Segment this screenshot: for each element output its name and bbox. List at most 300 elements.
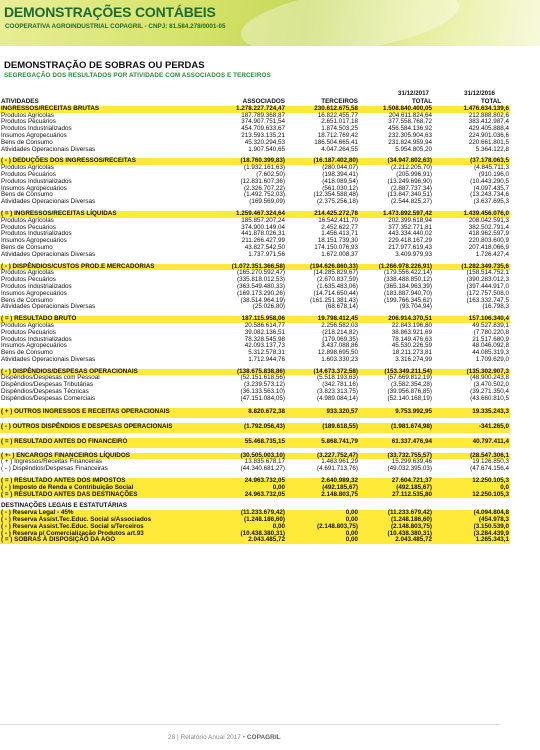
table-row	[0, 423, 510, 433]
total-2017-value: 61.337.476,94	[359, 438, 433, 448]
total-2016-value: 207.418.066,9	[468, 243, 509, 251]
total-2016-value: (13.243.734,6	[470, 191, 509, 199]
terceiros-value: 12.898.695,50	[317, 349, 358, 357]
row-label: Bens de Consumo	[1, 296, 53, 304]
total-2017-value: 202.399.618,94	[388, 216, 432, 224]
row-label: ( - ) Dispêndios/Despesas Financeiras	[1, 465, 108, 473]
associados-value: 1.259.467.324,64	[194, 211, 286, 218]
total-2017-value: (183.887.940,70)	[384, 289, 432, 297]
terceiros-value: 18.151.739,30	[317, 237, 358, 245]
total-2017-value: 231.824.959,94	[388, 138, 432, 146]
total-2017-value: (199.766.345,62)	[384, 296, 432, 304]
total-2017-value: (338.488.850,12)	[384, 276, 432, 284]
associados-value: 2.043.485,72	[194, 537, 286, 544]
row-label: ( - ) Reserva p/ Comercialização Produtos art.93	[0, 531, 194, 538]
terceiros-value: (198.394,41)	[322, 170, 358, 178]
terceiros-value: 19.798.412,45	[286, 316, 359, 323]
row-label: ( = ) RESULTADO ANTES DAS DESTINAÇÕES	[0, 492, 194, 499]
total-2016-value: (4.845.711,3	[474, 164, 509, 172]
row-label: Produtos Pecuários	[1, 328, 56, 336]
associados-value: 78.328.545,98	[244, 335, 285, 343]
row-label: ( - ) Imposto de Renda e Contribuição Social	[0, 485, 194, 492]
total-2017-value: (10.438.380,31)	[359, 531, 433, 538]
row-label: Produtos Industrializados	[1, 282, 72, 290]
table-row	[0, 357, 510, 364]
associados-value: 45.320.294,53	[244, 138, 285, 146]
associados-value: (1.248.186,60)	[194, 517, 286, 524]
footer-separator: |	[177, 734, 179, 741]
total-2016-value: (454.978,3	[433, 517, 510, 524]
total-2017-value: (365.184.963,39)	[384, 282, 432, 290]
row-label: Dispêndios/Despesas Comerciais	[1, 394, 96, 402]
row-label: Produtos Industrializados	[1, 230, 72, 238]
terceiros-value: 0,00	[286, 531, 359, 538]
total-2016-value: 220.661.801,5	[468, 138, 509, 146]
total-2016-value: 157.106.340,4	[433, 316, 510, 323]
associados-value: (3.239.573,12)	[244, 381, 285, 389]
row-label: ( - ) DISPÊNDIOS/DESPESAS OPERACIONAIS	[0, 369, 194, 376]
results-table-body	[0, 99, 510, 544]
associados-value: 0,00	[194, 485, 286, 492]
table-row	[0, 492, 510, 499]
total-2016-value: 12.250.105,3	[433, 492, 510, 499]
total-2016-value: (4.094.804,8	[433, 510, 510, 517]
brand-name: COPAGRIL	[246, 734, 281, 741]
total-2016-value: (158.514.752,1	[466, 269, 509, 277]
terceiros-value: 1.463.961,29	[321, 458, 358, 466]
total-2016-value: 429.405.888,4	[468, 125, 509, 133]
total-2017-value: 206.914.370,51	[359, 316, 433, 323]
terceiros-value: 0,00	[286, 510, 359, 517]
row-label: Produtos Pecuários	[1, 223, 56, 231]
row-label: Insumos Agropecuários	[1, 131, 67, 139]
total-2017-value: (3.582.354,28)	[391, 381, 432, 389]
date-header-2017: 31/12/2017	[398, 90, 429, 97]
total-2017-value: 232.305.904,63	[388, 131, 432, 139]
page-number: 28	[168, 734, 176, 741]
total-2017-value: (13.249.696,90)	[387, 177, 432, 185]
total-2017-value: 229.418.167,29	[388, 237, 432, 245]
row-label: Atividades Operacionais Diversas	[1, 145, 96, 153]
footer-rule	[0, 724, 500, 725]
associados-value: 213.593.135,21	[241, 131, 285, 139]
total-2017-value: 377.352.771,81	[388, 223, 432, 231]
terceiros-value: (1.635.483,06)	[317, 282, 358, 290]
total-2017-value: (11.233.679,42)	[359, 510, 433, 517]
row-label: Dispêndios/Despesas Tributárias	[1, 381, 94, 389]
terceiros-value: (14.285.829,67)	[313, 269, 358, 277]
total-2017-value: (2.544.825,27)	[391, 198, 432, 206]
terceiros-value: 16.822.455,77	[317, 111, 358, 119]
terceiros-value: 2.452.622,77	[321, 223, 358, 231]
associados-value: 0,00	[194, 524, 286, 531]
associados-value: (38.514.964,19)	[240, 296, 285, 304]
total-2017-value: 217.977.619,43	[388, 243, 432, 251]
row-label: Dispêndios/Despesas Técnicas	[1, 388, 89, 396]
terceiros-value: (12.354.588,48)	[313, 191, 358, 199]
total-2017-value: 3.316.274,99	[395, 355, 432, 363]
associados-value: (44.340.681,27)	[240, 465, 285, 473]
terceiros-value: (5.518.193,63)	[317, 374, 358, 382]
terceiros-value: (161.251.381,43)	[310, 296, 358, 304]
table-row	[0, 165, 510, 172]
total-2017-value: 1.508.840.400,05	[359, 106, 433, 113]
row-label: Produtos Industrializados	[1, 177, 72, 185]
associados-value: 20.586.614,77	[244, 321, 285, 329]
terceiros-value: (218.214,82)	[322, 328, 358, 336]
terceiros-value: 214.425.272,78	[286, 211, 359, 218]
row-label: DESTINAÇÕES LEGAIS E ESTATUTÁRIAS	[1, 502, 128, 510]
row-label: Produtos Pecuários	[1, 170, 56, 178]
total-2016-value: (48.900.243,8	[470, 374, 509, 382]
associados-value: 24.963.732,05	[194, 478, 286, 485]
associados-value: (10.438.380,31)	[194, 531, 286, 538]
row-label: Insumos Agropecuários	[1, 342, 67, 350]
section-title: DEMONSTRAÇÃO DE SOBRAS OU PERDAS	[4, 60, 205, 71]
total-2017-value: (1.248.186,60)	[359, 517, 433, 524]
row-label: ( + ) Ingressos/Receitas Financeiras	[1, 458, 102, 466]
terceiros-value: (14.673.372,58)	[286, 369, 359, 376]
row-label: Dispêndios/Despesas com Pessoal	[1, 374, 100, 382]
total-2017-value: (205.996,91)	[396, 170, 432, 178]
terceiros-value: 230.612.675,58	[286, 106, 359, 113]
row-label: Produtos Agrícolas	[1, 269, 54, 277]
total-2017-value: (1.266.978.226,91)	[359, 264, 433, 271]
row-label: Insumos Agropecuários	[1, 237, 67, 245]
terceiros-value: (2.375.256,18)	[317, 198, 358, 206]
total-2016-value: -341.265,0	[433, 423, 510, 433]
associados-value: 1.712.944,76	[248, 355, 285, 363]
total-2016-value: (28.547.306,1	[433, 453, 510, 460]
total-2017-value: (2.148.803,75)	[359, 524, 433, 531]
total-2016-value: (390.283.012,3	[466, 276, 509, 284]
associados-value: 187.115.958,06	[194, 316, 286, 323]
row-label: Bens de Consumo	[1, 191, 53, 199]
row-label: Produtos Industrializados	[1, 125, 72, 133]
total-2016-value: 19.126.850,3	[472, 458, 509, 466]
associados-value: (18.760.399,83)	[194, 158, 286, 165]
associados-value: 211.266.427,99	[241, 237, 285, 245]
total-2016-value: (37.178.063,5	[433, 158, 510, 165]
row-label: ( = ) SOBRAS À DISPOSIÇÃO DA AGO	[0, 537, 194, 544]
associados-value: 5.312.578,31	[248, 349, 285, 357]
total-2017-value: 204.611.824,64	[388, 111, 432, 119]
table-row	[0, 252, 510, 259]
row-label: ( - ) Reserva Assist.Tec.Educ. Social s/Associados	[0, 517, 194, 524]
total-2017-value: 15.299.639,46	[391, 458, 432, 466]
row-label: ( +- ) ENCARGOS FINANCEIROS LÍQUIDOS	[0, 453, 194, 460]
total-2016-value: 1.439.456.076,0	[433, 211, 510, 218]
terceiros-value: 2.651.017,18	[321, 118, 358, 126]
table-row	[0, 396, 510, 403]
associados-value: ASSOCIADOS	[242, 98, 285, 105]
associados-value: (7.602,50)	[256, 170, 285, 178]
total-2016-value: (3.470.502,0	[473, 381, 509, 389]
row-label: ( - ) Reserva Assist.Tec.Educ. Social s/Terceiros	[0, 524, 194, 531]
total-2016-value: 40.797.411,4	[433, 438, 510, 448]
table-row	[0, 408, 510, 418]
total-2017-value: 456.584.136,92	[388, 125, 432, 133]
associados-value: (165.270.592,47)	[237, 269, 285, 277]
terceiros-value: TERCEIROS	[321, 98, 358, 105]
row-label: Produtos Agrícolas	[1, 321, 54, 329]
report-header	[0, 0, 500, 46]
associados-value: 185.857.207,24	[241, 216, 285, 224]
total-2016-value: 1.726.427,4	[475, 250, 509, 258]
associados-value: (30.505.003,10)	[194, 453, 286, 460]
table-row	[0, 466, 510, 473]
terceiros-value: (3.227.752,47)	[286, 453, 359, 460]
total-2017-value: (2.887.737,34)	[391, 184, 432, 192]
row-label: Atividades Operacionais Diversas	[1, 303, 96, 311]
associados-value: 55.468.735,15	[194, 438, 286, 448]
section-subtitle: SEGREGAÇÃO DOS RESULTADOS POR ATIVIDADE COM ASSOCIADOS E TERCEIROS	[4, 72, 271, 79]
associados-value: (11.233.679,42)	[194, 510, 286, 517]
terceiros-value: (68.678,14)	[325, 303, 358, 311]
total-2017-value: 38.863.921,69	[391, 328, 432, 336]
total-2017-value: 45.530.226,59	[391, 342, 432, 350]
total-2016-value: (172.757.508,0	[466, 289, 509, 297]
table-row	[0, 304, 510, 311]
row-label: Atividades Operacionais Diversas	[1, 355, 96, 363]
total-2017-value: 18.211.273,81	[392, 349, 432, 357]
total-2016-value: 1.265.343,1	[433, 537, 510, 544]
total-2016-value: (4.097.435,7	[473, 184, 509, 192]
total-2017-value: (57.669.812,19)	[387, 374, 432, 382]
report-name: Relatório Anual 2017 •	[180, 734, 245, 741]
associados-value: (1.492.752,03)	[244, 191, 285, 199]
total-header-2017: TOTAL	[412, 98, 433, 105]
terceiros-value: 0,00	[286, 517, 359, 524]
total-2017-value: 377.558.768,72	[388, 118, 432, 126]
terceiros-value: 4.047.264,55	[321, 145, 358, 153]
terceiros-value: 5.868.741,79	[286, 438, 359, 448]
row-label: Produtos Pecuários	[1, 118, 56, 126]
terceiros-value: 186.504.665,41	[314, 138, 358, 146]
row-label: ( + ) OUTROS INGRESSOS E RECEITAS OPERACIONAIS	[0, 408, 194, 418]
total-2017-value: (93.704,94)	[399, 303, 432, 311]
row-label: Bens de Consumo	[1, 243, 53, 251]
total-2017-value: 27.112.535,80	[359, 492, 433, 499]
associados-value: (47.151.084,05)	[240, 394, 285, 402]
associados-value: (12.831.607,36)	[240, 177, 285, 185]
associados-value: 374.900.149,04	[241, 223, 285, 231]
row-label: ( = ) INGRESSOS/RECEITAS LÍQUIDAS	[0, 211, 194, 218]
row-label: ( = ) RESULTADO ANTES DO FINANCEIRO	[0, 438, 194, 448]
terceiros-value: (4.691.713,76)	[317, 465, 358, 473]
row-label: Insumos Agropecuários	[1, 184, 67, 192]
associados-value: 1.907.540,65	[248, 145, 285, 153]
terceiros-value: 16.542.411,70	[318, 216, 358, 224]
total-2016-value: 49.527.839,1	[472, 321, 509, 329]
total-2017-value: 27.604.721,37	[359, 478, 433, 485]
terceiros-value: 1.672.008,37	[321, 250, 358, 258]
total-2016-value: 19.335.243,3	[433, 408, 510, 418]
associados-value: (363.549.480,33)	[237, 282, 285, 290]
total-2017-value: (34.947.802,63)	[359, 158, 433, 165]
row-label: Insumos Agropecuários	[1, 289, 67, 297]
associados-value: 39.082.136,51	[244, 328, 285, 336]
table-row	[0, 147, 510, 154]
total-2016-value: (3.637.695,3	[473, 198, 509, 206]
results-table	[0, 99, 510, 544]
total-2017-value: 443.334.440,02	[388, 230, 432, 238]
total-2016-value: (3.150.539,0	[433, 524, 510, 531]
total-2016-value: 212.888.802,6	[468, 111, 509, 119]
total-2016-value: 224.901.036,6	[468, 131, 509, 139]
row-label: Produtos Agrícolas	[1, 111, 54, 119]
total-2017-value: (179.556.422,14)	[384, 269, 432, 277]
associados-value: (36.133.563,10)	[240, 388, 285, 396]
total-2017-value: (33.732.755,57)	[359, 453, 433, 460]
table-row	[0, 537, 510, 544]
terceiros-value: (492.185,67)	[286, 485, 359, 492]
terceiros-value: 933.320,57	[286, 408, 359, 418]
total-2017-value: 5.954.805,20	[395, 145, 432, 153]
associados-value: 454.709.633,67	[241, 125, 285, 133]
total-2016-value: (39.271.350,4	[470, 388, 509, 396]
row-label: Produtos Pecuários	[1, 276, 56, 284]
total-2016-value: 21.517.680,9	[472, 335, 509, 343]
associados-value: (52.151.618,56)	[240, 374, 285, 382]
row-label: ( - ) Reserva Legal - 45%	[0, 510, 194, 517]
terceiros-value: 2.640.989,32	[286, 478, 359, 485]
row-label: Produtos Industrializados	[1, 335, 72, 343]
terceiros-value: (280.044,07)	[322, 164, 358, 172]
associados-value: (2.326.707,22)	[244, 184, 285, 192]
total-2017-value: (39.956.876,85)	[387, 388, 432, 396]
associados-value: 42.093.137,73	[244, 342, 285, 350]
terceiros-value: 3.437.088,86	[321, 342, 358, 350]
total-2016-value: (3.284.439,9	[433, 531, 510, 538]
total-2016-value: 383.412.987,4	[468, 118, 509, 126]
page-footer	[0, 724, 500, 750]
total-2016-value: (43.660.810,5	[470, 394, 509, 402]
associados-value: 1.737.971,56	[248, 250, 285, 258]
row-label: ( - ) OUTROS DISPÊNDIOS E DESPESAS OPERACIONAIS	[0, 423, 194, 433]
total-2016-value: 5.364.122,8	[475, 145, 509, 153]
associados-value: (335.818.012,53)	[237, 276, 285, 284]
row-label: ATIVIDADES	[1, 98, 39, 105]
row-label: Atividades Operacionais Diversas	[1, 250, 96, 258]
total-2017-value: 2.043.485,72	[359, 537, 433, 544]
total-2016-value: (397.444.917,0	[466, 282, 509, 290]
terceiros-value: (16.187.402,80)	[286, 158, 359, 165]
document-title: DEMONSTRAÇÕES CONTÁBEIS	[4, 4, 216, 20]
total-2016-value: 208.042.591,3	[468, 216, 509, 224]
associados-value: (169.569,09)	[249, 198, 285, 206]
associados-value: 187.789.368,87	[241, 111, 285, 119]
row-label: ( = ) RESULTADO ANTES DOS IMPOSTOS	[0, 478, 194, 485]
total-2016-value: (7.780.220,8	[473, 328, 509, 336]
total-2016-value: (910.196,0	[478, 170, 509, 178]
total-header-2016: TOTAL	[481, 98, 502, 105]
total-2016-value: 48.046.092,8	[472, 342, 509, 350]
footer-text	[168, 734, 281, 741]
date-header-2016: 31/12/2016	[464, 90, 495, 97]
terceiros-value: (3.823.313,75)	[317, 388, 358, 396]
total-2017-value: 9.753.992,95	[359, 408, 433, 418]
associados-value: 24.963.732,05	[194, 492, 286, 499]
associados-value: 43.827.542,50	[244, 243, 285, 251]
total-2016-value: 44.085.319,3	[472, 349, 509, 357]
total-2016-value: (1.282.349.735,6	[433, 264, 510, 271]
total-2016-value: 1.476.634.139,6	[433, 106, 510, 113]
associados-value: (1.792.056,43)	[194, 423, 286, 433]
total-2016-value: (163.332.747,5	[466, 296, 509, 304]
terceiros-value: (342.781,16)	[322, 381, 358, 389]
row-label: INGRESSOS/RECEITAS BRUTAS	[0, 106, 194, 113]
total-2016-value: 0,0	[433, 485, 510, 492]
terceiros-value: 174.150.076,93	[314, 243, 358, 251]
total-2016-value: (135.302.907,3	[433, 369, 510, 376]
terceiros-value: 2.148.803,75	[286, 492, 359, 499]
terceiros-value: 1.456.413,71	[321, 230, 358, 238]
row-label: ( - ) DEDUÇÕES DOS INGRESSOS/RECEITAS	[0, 158, 194, 165]
total-2016-value: (47.674.156,4	[470, 465, 509, 473]
row-label: Produtos Agrícolas	[1, 216, 54, 224]
terceiros-value: (179.069,35)	[322, 335, 358, 343]
row-label: Bens de Consumo	[1, 138, 53, 146]
total-2017-value: 22.843.196,80	[391, 321, 432, 329]
terceiros-value: (189.618,55)	[286, 423, 359, 433]
row-label: ( = ) RESULTADO BRUTO	[0, 316, 194, 323]
total-2017-value: 1.473.892.597,42	[359, 211, 433, 218]
total-2016-value: 1.709.629,0	[475, 355, 509, 363]
row-label: Produtos Agrícolas	[1, 164, 54, 172]
total-2017-value: (153.349.211,54)	[359, 369, 433, 376]
total-2016-value: 418.962.597,9	[468, 230, 509, 238]
associados-value: (1.932.161,63)	[244, 164, 285, 172]
terceiros-value: (561.030,12)	[322, 184, 358, 192]
total-2016-value: 220.803.600,9	[468, 237, 509, 245]
table-row	[0, 199, 510, 206]
associados-value: (25.026,80)	[252, 303, 285, 311]
terceiros-value: (2.148.803,75)	[286, 524, 359, 531]
total-2017-value: (13.847.340,51)	[387, 191, 432, 199]
associados-value: 374.907.751,54	[241, 118, 285, 126]
associados-value: 441.878.026,31	[241, 230, 285, 238]
terceiros-value: 1.874.503,25	[321, 125, 358, 133]
company-subtitle: COOPERATIVA AGROINDUSTRIAL COPAGRIL - CNPJ: 81.584.278/0001-05	[5, 23, 226, 30]
total-2017-value: (52.140.168,19)	[387, 394, 432, 402]
row-label: Atividades Operacionais Diversas	[1, 198, 96, 206]
terceiros-value: (2.670.837,59)	[317, 276, 358, 284]
total-2017-value: (1.981.674,98)	[359, 423, 433, 433]
terceiros-value: 18.712.769,42	[317, 131, 358, 139]
associados-value: (138.675.838,86)	[194, 369, 286, 376]
total-2016-value: (10.443.290,5	[470, 177, 509, 185]
row-label: Bens de Consumo	[1, 349, 53, 357]
associados-value: 13.835.678,17	[244, 458, 285, 466]
total-2016-value: 382.502.791,4	[468, 223, 509, 231]
associados-value: 8.820.672,38	[194, 408, 286, 418]
row-label: ( - ) DISPÊNDIOS/CUSTOS PROD.E MERCADORIAS	[0, 264, 194, 271]
total-2017-value: 78.149.476,63	[391, 335, 432, 343]
terceiros-value: (14.714.650,44)	[313, 289, 358, 297]
associados-value: (169.173.290,26)	[237, 289, 285, 297]
associados-value: (1.072.351.366,58)	[194, 264, 286, 271]
total-2017-value: (2.212.205,70)	[391, 164, 432, 172]
terceiros-value: 2.256.582,03	[321, 321, 358, 329]
total-2017-value: 3.409.979,93	[395, 250, 432, 258]
associados-value: 1.278.227.724,47	[194, 106, 286, 113]
total-2016-value: 12.250.105,3	[433, 478, 510, 485]
total-2017-value: (492.185,67)	[359, 485, 433, 492]
terceiros-value: (418.089,54)	[322, 177, 358, 185]
terceiros-value: 0,00	[286, 537, 359, 544]
terceiros-value: (4.989.084,14)	[317, 394, 358, 402]
